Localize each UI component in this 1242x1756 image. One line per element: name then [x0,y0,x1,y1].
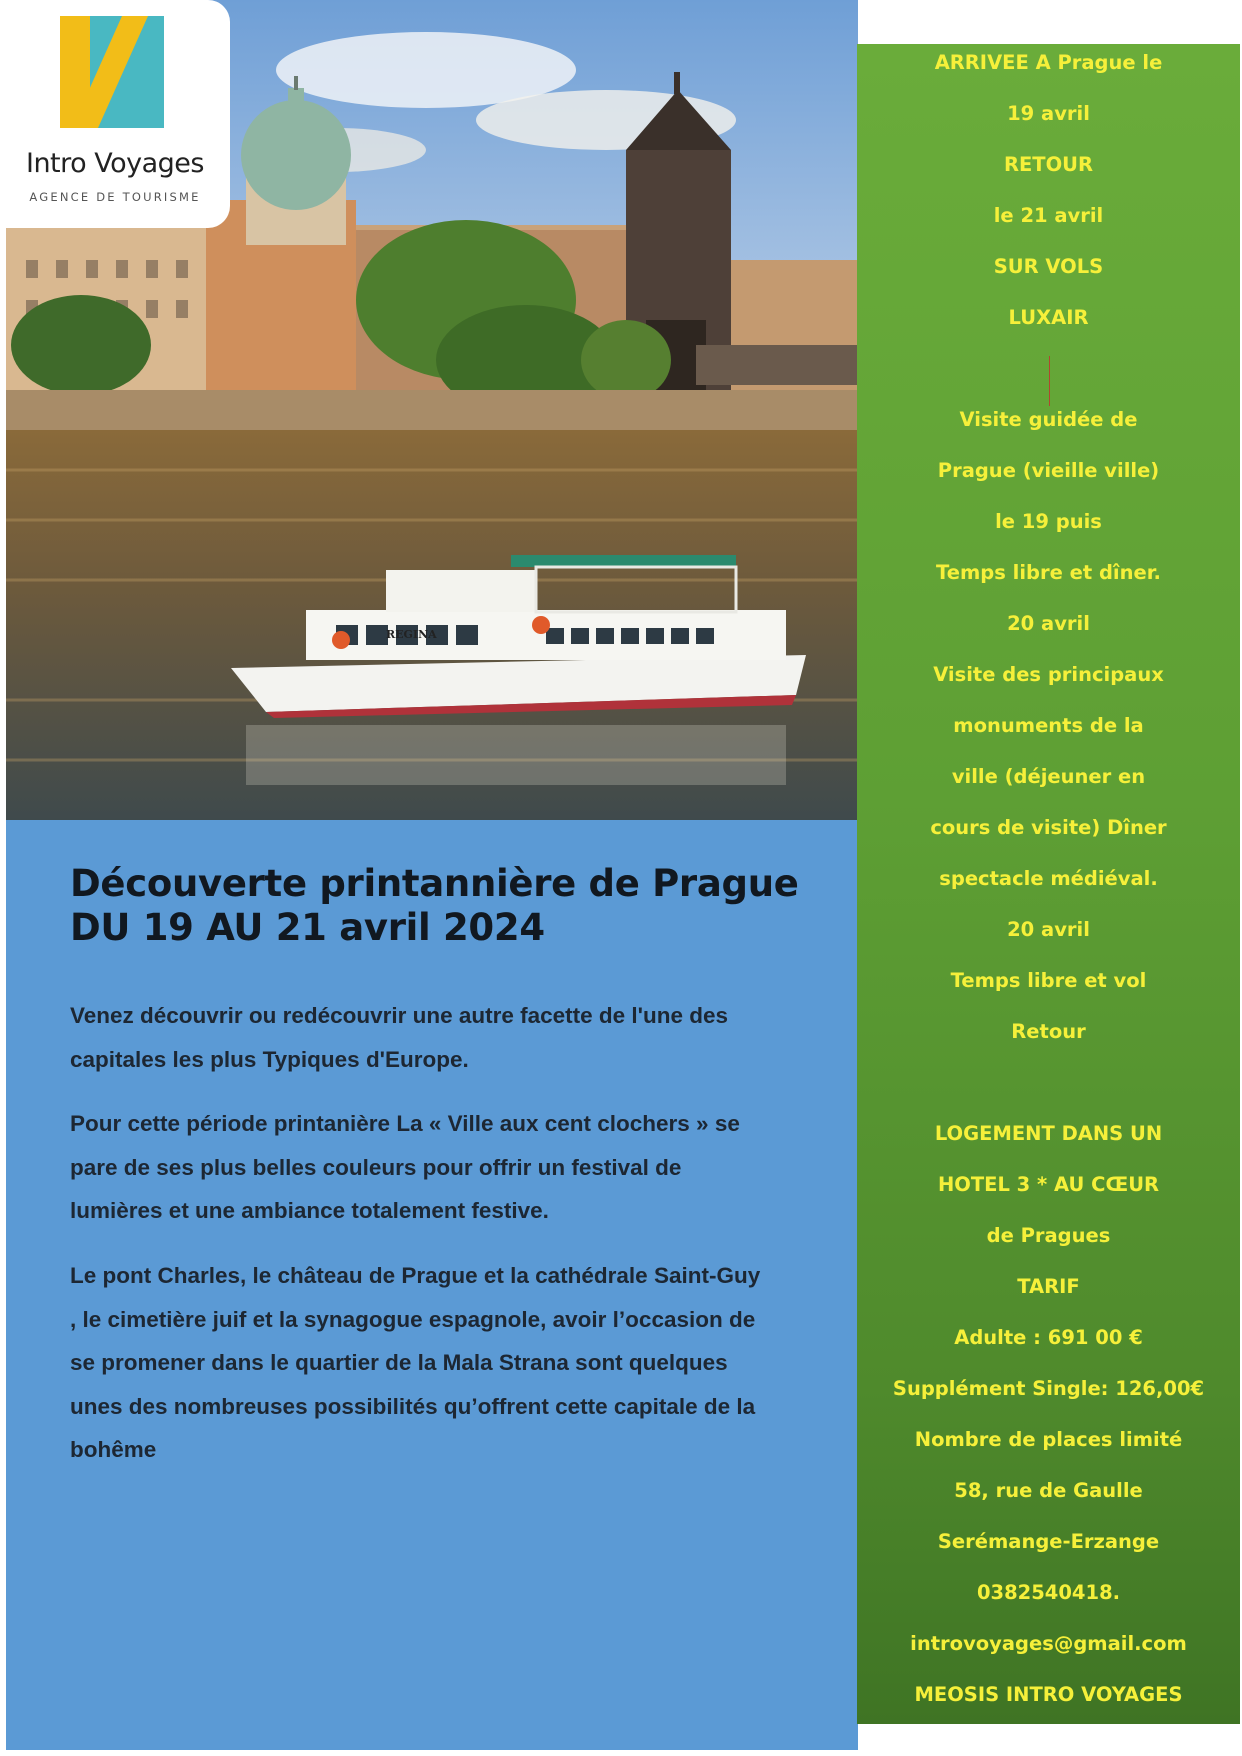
title-line-1: Découverte printannière de Prague [70,862,799,905]
sidebar-line: Visite des principaux [933,663,1164,686]
sidebar-line: Serémange-Erzange [937,1530,1160,1553]
sidebar-line: Temps libre et vol [950,969,1147,992]
sidebar-line: 20 avril [1007,612,1090,635]
sidebar-line: le 21 avril [993,204,1104,227]
logo-card [0,0,230,228]
sidebar-line: 20 avril [1007,918,1090,941]
sidebar-line: 0382540418. [976,1581,1121,1604]
intro-voyages-logo-icon [60,16,164,128]
boat-name-label: REGINA [386,628,437,641]
sidebar-line: LUXAIR [1008,306,1089,329]
sidebar-line: le 19 puis [995,510,1102,533]
sidebar-line: SUR VOLS [993,255,1104,278]
sidebar-line: spectacle médiéval. [939,867,1158,890]
sidebar-line: RETOUR [1003,153,1094,176]
sidebar-line: ville (déjeuner en [951,765,1146,788]
sidebar-line: ARRIVEE A Prague le [934,51,1163,74]
sidebar-line: 19 avril [1007,102,1090,125]
brand-name: Intro Voyages [25,148,204,179]
highlights-paragraph: Le pont Charles, le château de Prague et la cathédrale Saint-Guy , le cimetière juif et la synagogue espagnole, avoir l’occasion de se promener dans le quartier de la Mala Strana sont quelques unes des nombreuses possibilités qu’offrent cette capitale de la bohême [70,1263,761,1462]
sidebar-line: MEOSIS INTRO VOYAGES [914,1683,1183,1706]
sidebar-line: Temps libre et dîner. [936,561,1161,584]
sidebar-spacer [857,1060,1240,1111]
sidebar-spacer [857,346,1240,397]
sidebar-line: de Pragues [986,1224,1111,1247]
brand-tagline: AGENCE DE TOURISME [29,190,201,204]
sidebar-line: Adulte : 691 00 € [954,1326,1143,1349]
title-line-2: DU 19 AU 21 avril 2024 [70,906,545,949]
contact-email[interactable]: introvoyages@gmail.com [910,1632,1187,1655]
intro-paragraph: Venez découvrir ou redécouvrir une autre facette de l'une des capitales les plus Typiques d'Europe. [70,1003,729,1072]
sidebar-line: HOTEL 3 * AU CŒUR [937,1173,1160,1196]
spring-paragraph: Pour cette période printanière La « Ville aux cent clochers » se pare de ses plus belles couleurs pour offrir un festival de lumières et une ambiance totalement festive. [70,1111,740,1223]
sidebar-line: cours de visite) Dîner [930,816,1167,839]
sidebar-line: Visite guidée de [959,408,1138,431]
sidebar-line: Supplément Single: 126,00€ [892,1377,1205,1400]
sidebar-line: Prague (vieille ville) [937,459,1160,482]
sidebar-line: LOGEMENT DANS UN [934,1122,1163,1145]
sidebar-line: Retour [1011,1020,1086,1043]
sidebar-line: TARIF [1017,1275,1080,1298]
sidebar-line: 58, rue de Gaulle [954,1479,1143,1502]
page-title [70,862,830,950]
itinerary-list [857,40,1240,1723]
sidebar-line: monuments de la [953,714,1144,737]
sidebar-line: Nombre de places limité [914,1428,1183,1451]
